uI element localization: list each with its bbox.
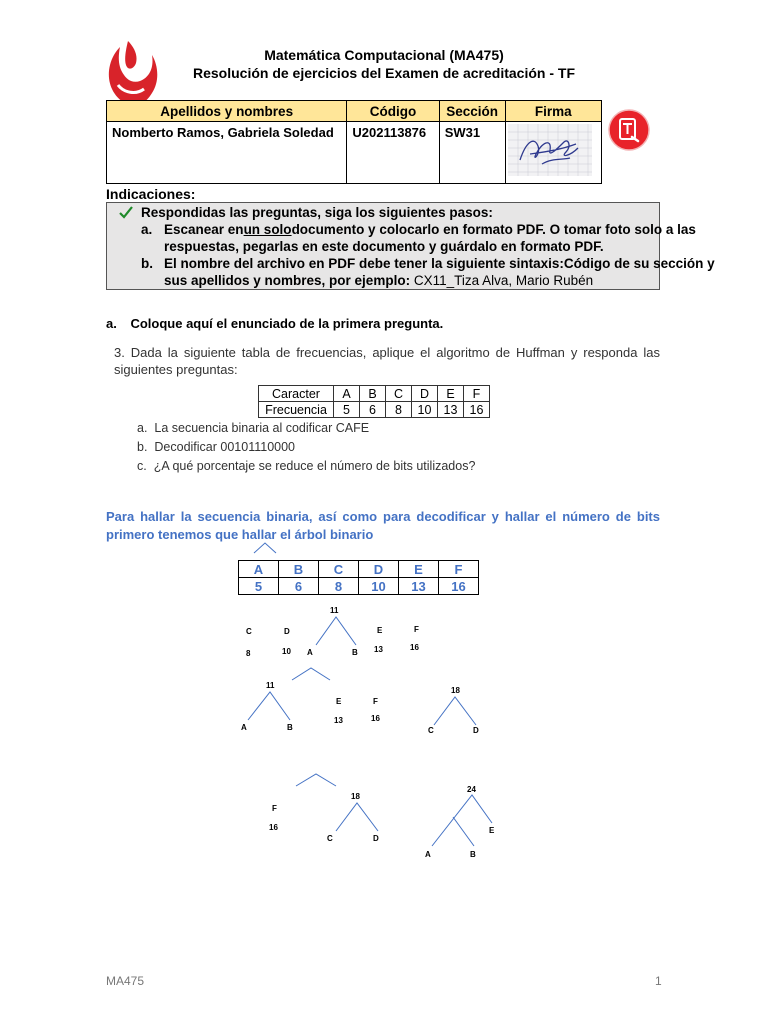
freq-cell: 8 [386, 402, 412, 418]
tree-node: 8 [246, 649, 251, 658]
col-header-signature: Firma [505, 101, 601, 122]
freq-cell: 13 [438, 402, 464, 418]
footer-course-code: MA475 [106, 974, 145, 988]
freq-cell: 16 [464, 402, 490, 418]
instruction-line-4: El nombre del archivo en PDF debe tener la siguiente sintaxis: Código de su sección y [164, 256, 715, 271]
sub-question-list [137, 419, 475, 476]
tree-node: D [373, 834, 379, 843]
frequency-table [258, 385, 490, 418]
tree-node: F [272, 804, 277, 813]
table-value: 10 [359, 578, 399, 595]
freq-cell: 10 [412, 402, 438, 418]
tree-node: C [428, 726, 434, 735]
tree-node: 24 [467, 785, 476, 794]
instruction-line-1: Respondidas las preguntas, siga los siguientes pasos: [141, 205, 493, 220]
tree-node: 10 [282, 647, 291, 656]
table-letter: D [359, 561, 399, 578]
question-text: 3. Dada la siguiente tabla de frecuencias, aplique el algoritmo de Huffman y responda las siguientes preguntas: [114, 345, 660, 377]
instruction-line-3: respuestas, pegarlas en este documento y guárdalo en formato PDF. [164, 239, 604, 254]
table-value: 5 [239, 578, 279, 595]
tree-node: 13 [334, 716, 343, 725]
tree-node: 16 [410, 643, 419, 652]
student-name: Nomberto Ramos, Gabriela Soledad [107, 122, 347, 184]
freq-cell: C [386, 386, 412, 402]
underlined-text: un solo [243, 222, 292, 237]
tree-node: C [327, 834, 333, 843]
table-value: 16 [439, 578, 479, 595]
instructions-title: Indicaciones: [106, 186, 196, 202]
huffman-table [238, 560, 479, 595]
tree-node: B [352, 648, 358, 657]
tree-node: 18 [451, 686, 460, 695]
example-filename: CX11_Tiza Alva, Mario Rubén [413, 273, 594, 288]
freq-cell: 6 [360, 402, 386, 418]
signature-cell [505, 122, 601, 184]
table-value: 8 [319, 578, 359, 595]
freq-cell: 5 [334, 402, 360, 418]
col-header-name: Apellidos y nombres [107, 101, 347, 122]
tree-node: 16 [371, 714, 380, 723]
freq-cell: A [334, 386, 360, 402]
tree-node: 16 [269, 823, 278, 832]
sub-question-a: a. La secuencia binaria al codificar CAFE [137, 421, 370, 435]
tree-node: E [377, 626, 383, 635]
table-value: 13 [399, 578, 439, 595]
freq-cell: Caracter [259, 386, 334, 402]
tree-node: D [284, 627, 290, 636]
sub-question-b: b. Decodificar 00101110000 [137, 440, 296, 454]
tree-node: B [470, 850, 476, 859]
question-heading: a. Coloque aquí el enunciado de la primera pregunta. [106, 316, 444, 331]
freq-cell: D [412, 386, 438, 402]
tree-node: B [287, 723, 293, 732]
instruction-marker-b: b. [141, 256, 153, 271]
document-title: Matemática Computacional (MA475) [264, 47, 504, 63]
table-letter: C [319, 561, 359, 578]
tree-node: F [373, 697, 378, 706]
table-letter: A [239, 561, 279, 578]
tree-node: 11 [266, 681, 275, 690]
instruction-line-2: Escanear en un solo documento y colocarlo en formato PDF. O tomar foto solo a las [164, 222, 696, 237]
tree-node: D [473, 726, 479, 735]
answer-intro: Para hallar la secuencia binaria, así como para decodificar y hallar el número de bits primero tenemos que hallar el árbol binario [106, 509, 660, 542]
signature-image [508, 124, 592, 176]
instructions-box [106, 202, 715, 290]
tree-node: A [241, 723, 247, 732]
tree-node: A [307, 648, 313, 657]
pdf-scanner-app-icon [608, 109, 650, 151]
freq-cell: B [360, 386, 386, 402]
instruction-marker-a: a. [141, 222, 153, 237]
tree-node: E [336, 697, 342, 706]
table-letter: E [399, 561, 439, 578]
table-letter: B [279, 561, 319, 578]
student-info-table [106, 100, 602, 184]
tree-node: A [425, 850, 431, 859]
tree-node: C [246, 627, 252, 636]
caret-lines [250, 541, 280, 555]
col-header-code: Código [347, 101, 439, 122]
tree-node: 11 [330, 606, 339, 615]
sub-question-c: c. ¿A qué porcentaje se reduce el número de bits utilizados? [137, 459, 476, 473]
checkmark-icon [119, 206, 133, 219]
table-value: 6 [279, 578, 319, 595]
tree-node: F [414, 625, 419, 634]
page-number: 1 [655, 974, 662, 988]
freq-cell: Frecuencia [259, 402, 334, 418]
tree-node: 13 [374, 645, 383, 654]
student-section: SW31 [439, 122, 505, 184]
student-code: U202113876 [347, 122, 439, 184]
col-header-section: Sección [439, 101, 505, 122]
freq-cell: F [464, 386, 490, 402]
tree-node: 18 [351, 792, 360, 801]
table-letter: F [439, 561, 479, 578]
document-subtitle: Resolución de ejercicios del Examen de acreditación - TF [192, 65, 575, 81]
tree-node: E [489, 826, 495, 835]
instruction-line-5: sus apellidos y nombres, por ejemplo: CX11_Tiza Alva, Mario Rubén [164, 273, 594, 288]
freq-cell: E [438, 386, 464, 402]
